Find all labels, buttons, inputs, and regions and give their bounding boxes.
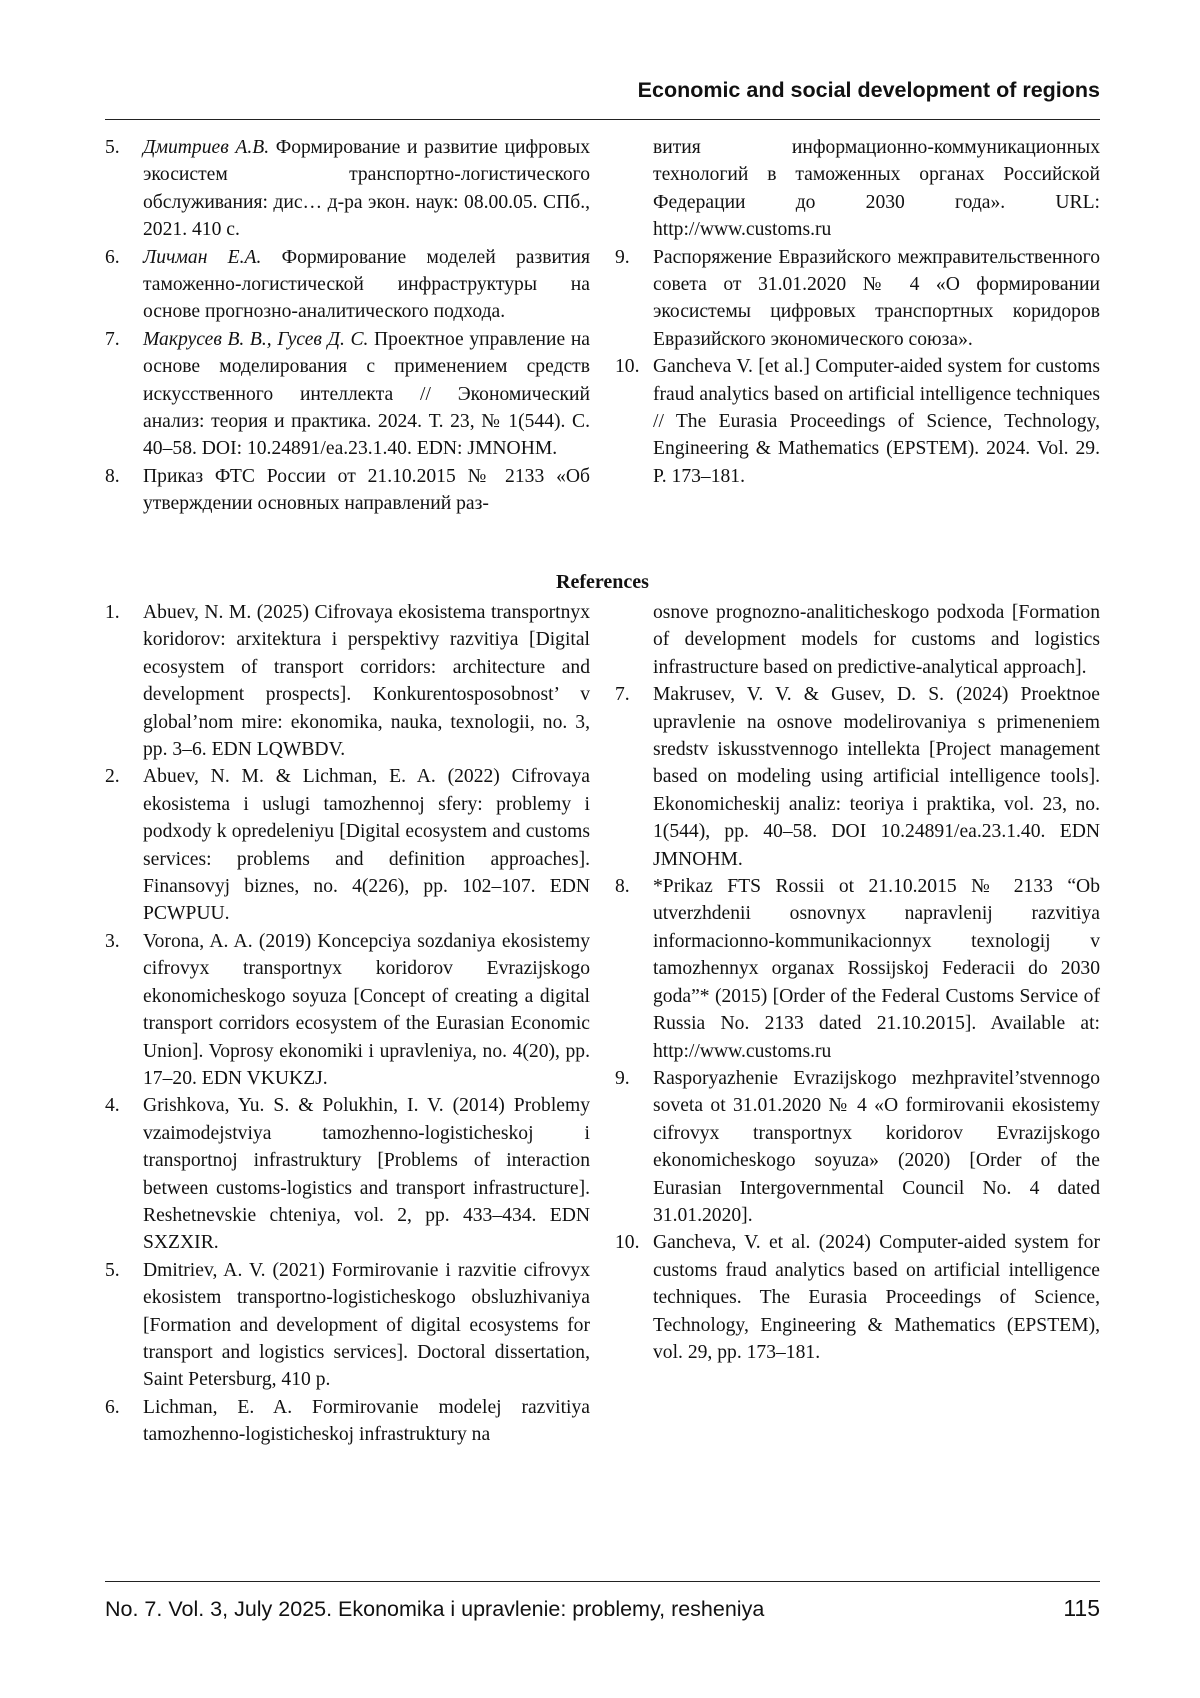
footer-rule — [105, 1581, 1100, 1582]
reference-authors: Макрусев В. В., Гусев Д. С. — [143, 328, 369, 350]
reference-number: 3. — [105, 930, 120, 952]
references-heading: References — [556, 571, 649, 593]
reference-number: 9. — [615, 1067, 630, 1089]
reference-number: 6. — [105, 246, 120, 268]
journal-section-header: Economic and social development of regions — [637, 78, 1100, 102]
reference-item — [105, 599, 590, 763]
reference-item — [105, 1092, 590, 1256]
reference-item — [105, 463, 590, 518]
references-right-column — [615, 599, 1100, 1366]
reference-text: Формирование моделей развития таможенно-логистической инфраструктуры на основе прогнозно-аналитического подхода. — [143, 246, 590, 323]
reference-text: Vorona, A. A. (2019) Koncepciya sozdaniya ekosistemy cifrovyx transportnyx koridorov Evrazijskogo ekonomicheskogo soyuza [Concept of creating a digital transport corridors ecosystem of the Eurasian Economic Union]. Voprosy ekonomiki i upravleniya, no. 4(20), pp. 17–20. EDN VKUKZJ. — [143, 930, 590, 1089]
reference-item — [105, 326, 590, 463]
reference-number: 1. — [105, 602, 120, 623]
reference-item — [105, 763, 590, 927]
russian-refs-right-column — [615, 134, 1100, 490]
reference-item — [615, 873, 1100, 1065]
journal-citation: No. 7. Vol. 3, July 2025. Ekonomika i upravlenie: problemy, resheniya — [105, 1597, 765, 1621]
reference-text: Abuev, N. M. & Lichman, E. A. (2022) Cifrovaya ekosistema i uslugi tamozhennoj sfery: problemy i podxody k opredeleniyu [Digital ecosystem and customs services: problems and definition approaches]. Finansovyj biznes, no. 4(226), pp. 102–107. EDN PCWPUU. — [143, 766, 590, 925]
reference-number: 8. — [615, 876, 630, 898]
reference-number: 6. — [105, 1396, 120, 1418]
reference-item — [105, 928, 590, 1092]
reference-item — [615, 353, 1100, 490]
reference-text: Abuev, N. M. (2025) Cifrovaya ekosistema transportnyx koridorov: arxitektura i perspektivy razvitiya [Digital ecosystem of transport corridors: architecture and development prospects]. Konkurentosposobnost’ v global’nom mire: ekonomika, nauka, texnologii, no. 3, pp. 3–6. EDN LQWBDV. — [143, 602, 590, 761]
reference-number: 5. — [105, 1259, 120, 1281]
reference-number: 10. — [615, 356, 640, 378]
reference-number: 10. — [615, 1232, 640, 1254]
reference-text: Проектное управление на основе моделирования с применением средств искусственного интеллекта // Экономический анализ: теория и практика. 2024. Т. 23, № 1(544). С. 40–58. DOI: 10.24891/ea.23.1.40. EDN: JMNOHM. — [143, 328, 590, 460]
references-left-column — [105, 599, 590, 1449]
reference-text: Приказ ФТС России от 21.10.2015 № 2133 «Об утверждении основных направлений раз- — [143, 465, 590, 515]
reference-number: 2. — [105, 766, 120, 788]
reference-item — [615, 244, 1100, 354]
reference-number: 8. — [105, 465, 120, 487]
reference-item — [105, 244, 590, 326]
reference-text: Gancheva V. [et al.] Computer-aided system for customs fraud analytics based on artificial intelligence techniques // The Eurasia Proceedings of Science, Technology, Engineering & Mathematics (EPSTEM). 2024. Vol. 29. P. 173–181. — [653, 356, 1100, 487]
reference-text: Lichman, E. A. Formirovanie modelej razvitiya tamozhenno-logisticheskoj infrastruktury na — [143, 1396, 590, 1446]
reference-text: Makrusev, V. V. & Gusev, D. S. (2024) Proektnoe upravlenie na osnove modelirovaniya s primeneniem sredstv iskusstvennogo intellekta [Project management based on modeling using artificial intelligence tools]. Ekonomicheskij analiz: teoriya i praktika, vol. 23, no. 1(544), pp. 40–58. DOI 10.24891/ea.23.1.40. EDN JMNOHM. — [653, 684, 1100, 870]
reference-text: *Prikaz FTS Rossii ot 21.10.2015 № 2133 “Ob utverzhdenii osnovnyx napravlenij razvitiya informacionno-kommunikacionnyx texnologij v tamozhennyx organax Rossijskoj Federacii do 2030 goda”* (2015) [Order of the Federal Customs Service of Russia No. 2133 dated 21.10.2015]. Available at: http://www.customs.ru — [653, 876, 1100, 1062]
reference-text: Gancheva, V. et al. (2024) Computer-aided system for customs fraud analytics based on artificial intelligence techniques. The Eurasia Proceedings of Science, Technology, Engineering & Mathematics (EPSTEM), vol. 29, pp. 173–181. — [653, 1232, 1100, 1363]
reference-number: 7. — [105, 328, 120, 350]
reference-number: 5. — [105, 137, 120, 158]
reference-text: Rasporyazhenie Evrazijskogo mezhpravitel’stvennogo soveta ot 31.01.2020 № 4 «O formirovanii ekosistemy cifrovyx transportnyx koridorov Evrazijskogo ekonomicheskogo soyuza» (2020) [Order of the Eurasian Intergovernmental Council No. 4 dated 31.01.2020]. — [653, 1067, 1100, 1226]
russian-refs-left-column — [105, 134, 590, 518]
reference-text: Grishkova, Yu. S. & Polukhin, I. V. (2014) Problemy vzaimodejstviya tamozhenno-logisticheskoj i transportnoj infrastruktury [Problems of interaction between customs-logistics and transport infrastructure]. Reshetnevskie chteniya, vol. 2, pp. 433–434. EDN SXZXIR. — [143, 1095, 590, 1254]
reference-text: Распоряжение Евразийского межправительственного совета от 31.01.2020 № 4 «О формировании экосистемы цифровых транспортных коридоров Евразийского экономического союза». — [653, 246, 1100, 350]
reference-number: 7. — [615, 684, 630, 706]
reference-item — [105, 1394, 590, 1449]
reference-item — [615, 681, 1100, 873]
reference-text: Dmitriev, A. V. (2021) Formirovanie i razvitie cifrovyx ekosistem transportno-logisticheskogo obsluzhivaniya [Formation and development of digital ecosystems for transport and logistics services]. Doctoral dissertation, Saint Petersburg, 410 p. — [143, 1259, 590, 1391]
reference-continuation: вития информационно-коммуникационных технологий в таможенных органах Российской Федерации до 2030 года». URL: http://www.customs.ru — [653, 137, 1100, 241]
reference-item — [105, 134, 590, 244]
reference-item — [615, 1229, 1100, 1366]
page-number: 115 — [1063, 1595, 1100, 1621]
reference-authors: Личман Е.А. — [143, 246, 262, 268]
header-rule — [105, 119, 1100, 120]
reference-item — [615, 1065, 1100, 1229]
reference-authors: Дмитриев А.В. — [143, 137, 270, 158]
reference-text: Формирование и развитие цифровых экосистем транспортно-логистического обслуживания: дис… д-ра экон. наук: 08.00.05. СПб., 2021. 410 с. — [143, 137, 590, 241]
reference-number: 9. — [615, 246, 630, 268]
reference-continuation: osnove prognozno-analiticheskogo podxoda [Formation of development models for customs and logistics infrastructure based on predictive-analytical approach]. — [653, 602, 1100, 678]
reference-number: 4. — [105, 1095, 120, 1117]
reference-item — [105, 1257, 590, 1394]
